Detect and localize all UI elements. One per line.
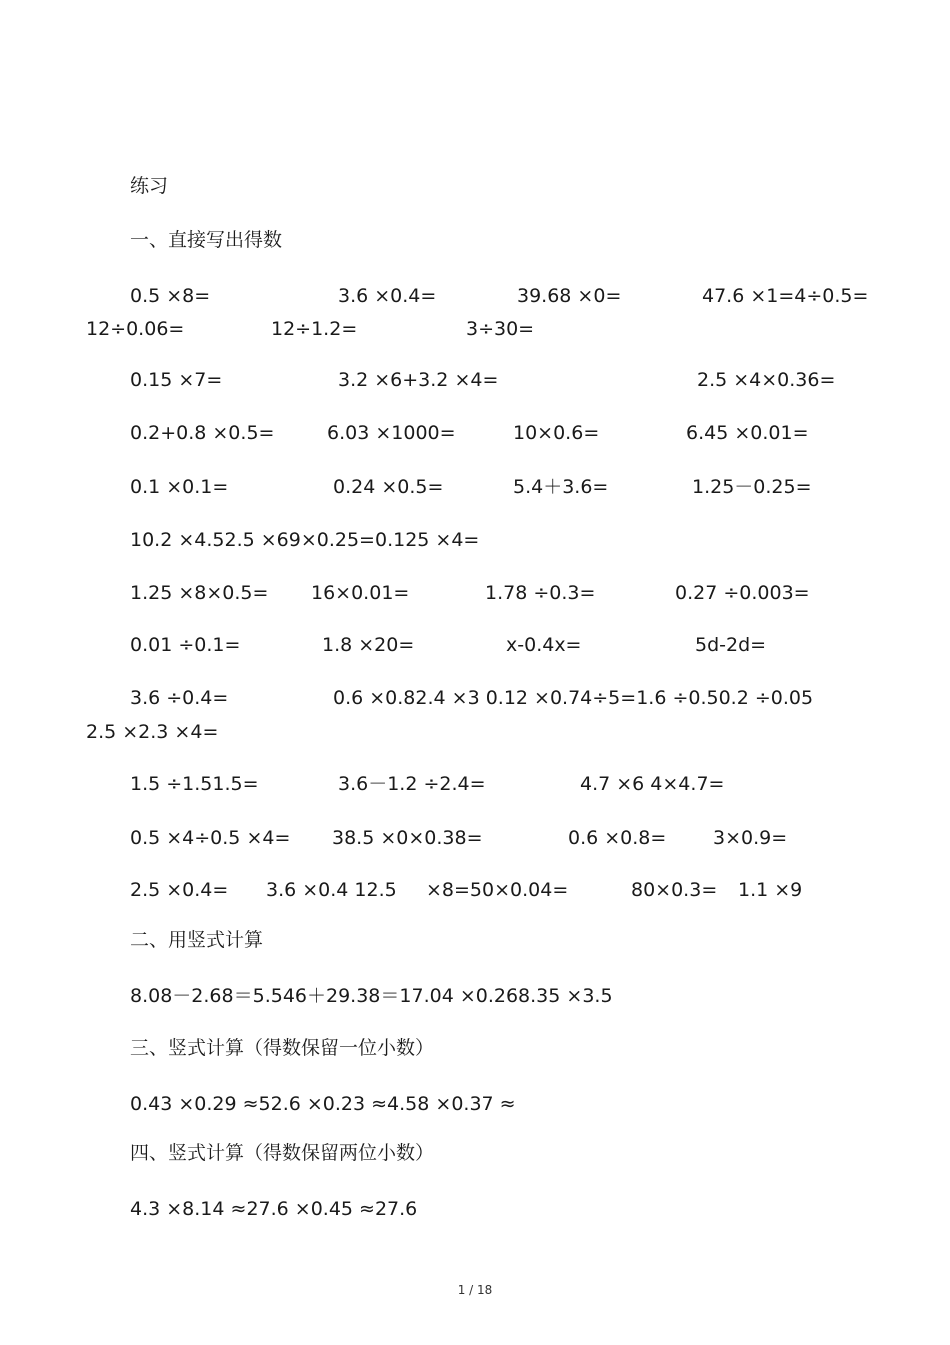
exercise-item: 6.45 ×0.01= <box>686 422 809 444</box>
exercise-item: 2.5 ×2.3 ×4= <box>86 721 219 743</box>
exercise-item: 0.24 ×0.5= <box>333 476 444 498</box>
exercise-item: 0.5 ×8= <box>130 285 211 307</box>
exercise-row <box>0 772 950 796</box>
exercise-item: 4.7 ×6 4×4.7= <box>580 773 725 795</box>
exercise-item: 10×0.6= <box>513 422 600 444</box>
exercise-item: 38.5 ×0×0.38= <box>332 827 483 849</box>
page-number: 1 / 18 <box>457 1283 493 1297</box>
exercise-item: 2.5 ×4×0.36= <box>697 369 836 391</box>
exercise-item: 3.6 ×0.4 12.5 <box>266 879 397 901</box>
exercise-row <box>0 878 950 902</box>
exercise-item: 0.27 ÷0.003= <box>675 582 810 604</box>
exercise-item: 12÷1.2= <box>271 318 358 340</box>
exercise-item: 3×0.9= <box>713 827 788 849</box>
exercise-row <box>0 317 950 341</box>
page-title: 练习 <box>130 175 169 197</box>
exercise-row <box>0 633 950 657</box>
exercise-row <box>0 826 950 850</box>
exercise-item: 12÷0.06= <box>86 318 185 340</box>
exercise-item: 6.03 ×1000= <box>327 422 456 444</box>
exercise-item: 1.1 ×9 <box>738 879 803 901</box>
section-2-exercises: 8.08－2.68＝5.546＋29.38＝17.04 ×0.268.35 ×3.5 <box>130 985 613 1007</box>
exercise-item: 0.6 ×0.82.4 ×3 0.12 ×0.74÷5=1.6 ÷0.50.2 ÷0.05 <box>333 687 814 709</box>
exercise-item: 1.78 ÷0.3= <box>485 582 596 604</box>
exercise-item: 3.6－1.2 ÷2.4= <box>338 773 486 795</box>
exercise-item: 1.25－0.25= <box>692 476 812 498</box>
exercise-item: 0.15 ×7= <box>130 369 223 391</box>
exercise-row <box>0 581 950 605</box>
exercise-item: 0.2+0.8 ×0.5= <box>130 422 275 444</box>
exercise-item: 5d-2d= <box>695 634 767 656</box>
exercise-row <box>0 368 950 392</box>
exercise-item: 1.5 ÷1.51.5= <box>130 773 259 795</box>
exercise-item: x-0.4x= <box>506 634 582 656</box>
exercise-row <box>0 284 950 308</box>
exercise-item: 2.5 ×0.4= <box>130 879 229 901</box>
exercise-item: 5.4＋3.6= <box>513 476 609 498</box>
exercise-item: 80×0.3= <box>631 879 718 901</box>
exercise-item: ×8=50×0.04= <box>426 879 569 901</box>
exercise-item: 47.6 ×1=4÷0.5= <box>702 285 869 307</box>
exercise-item: 3÷30= <box>466 318 535 340</box>
section-3-exercises: 0.43 ×0.29 ≈52.6 ×0.23 ≈4.58 ×0.37 ≈ <box>130 1093 516 1115</box>
exercise-row <box>0 686 950 710</box>
section-1-heading: 一、直接写出得数 <box>130 229 283 251</box>
exercise-item: 39.68 ×0= <box>517 285 622 307</box>
section-3-heading: 三、竖式计算（得数保留一位小数） <box>130 1037 435 1059</box>
section-2-heading: 二、用竖式计算 <box>130 929 264 951</box>
exercise-item: 0.5 ×4÷0.5 ×4= <box>130 827 291 849</box>
exercise-item: 3.2 ×6+3.2 ×4= <box>338 369 499 391</box>
exercise-row <box>0 720 950 744</box>
exercise-row <box>0 528 950 552</box>
exercise-row <box>0 421 950 445</box>
exercise-row <box>0 475 950 499</box>
exercise-item: 16×0.01= <box>311 582 410 604</box>
exercise-item: 3.6 ×0.4= <box>338 285 437 307</box>
exercise-item: 3.6 ÷0.4= <box>130 687 229 709</box>
section-4-exercises: 4.3 ×8.14 ≈27.6 ×0.45 ≈27.6 <box>130 1198 418 1220</box>
exercise-item: 10.2 ×4.52.5 ×69×0.25=0.125 ×4= <box>130 529 480 551</box>
exercise-item: 0.1 ×0.1= <box>130 476 229 498</box>
exercise-item: 1.8 ×20= <box>322 634 415 656</box>
exercise-item: 0.01 ÷0.1= <box>130 634 241 656</box>
section-4-heading: 四、竖式计算（得数保留两位小数） <box>130 1142 435 1164</box>
exercise-item: 0.6 ×0.8= <box>568 827 667 849</box>
exercise-item: 1.25 ×8×0.5= <box>130 582 269 604</box>
